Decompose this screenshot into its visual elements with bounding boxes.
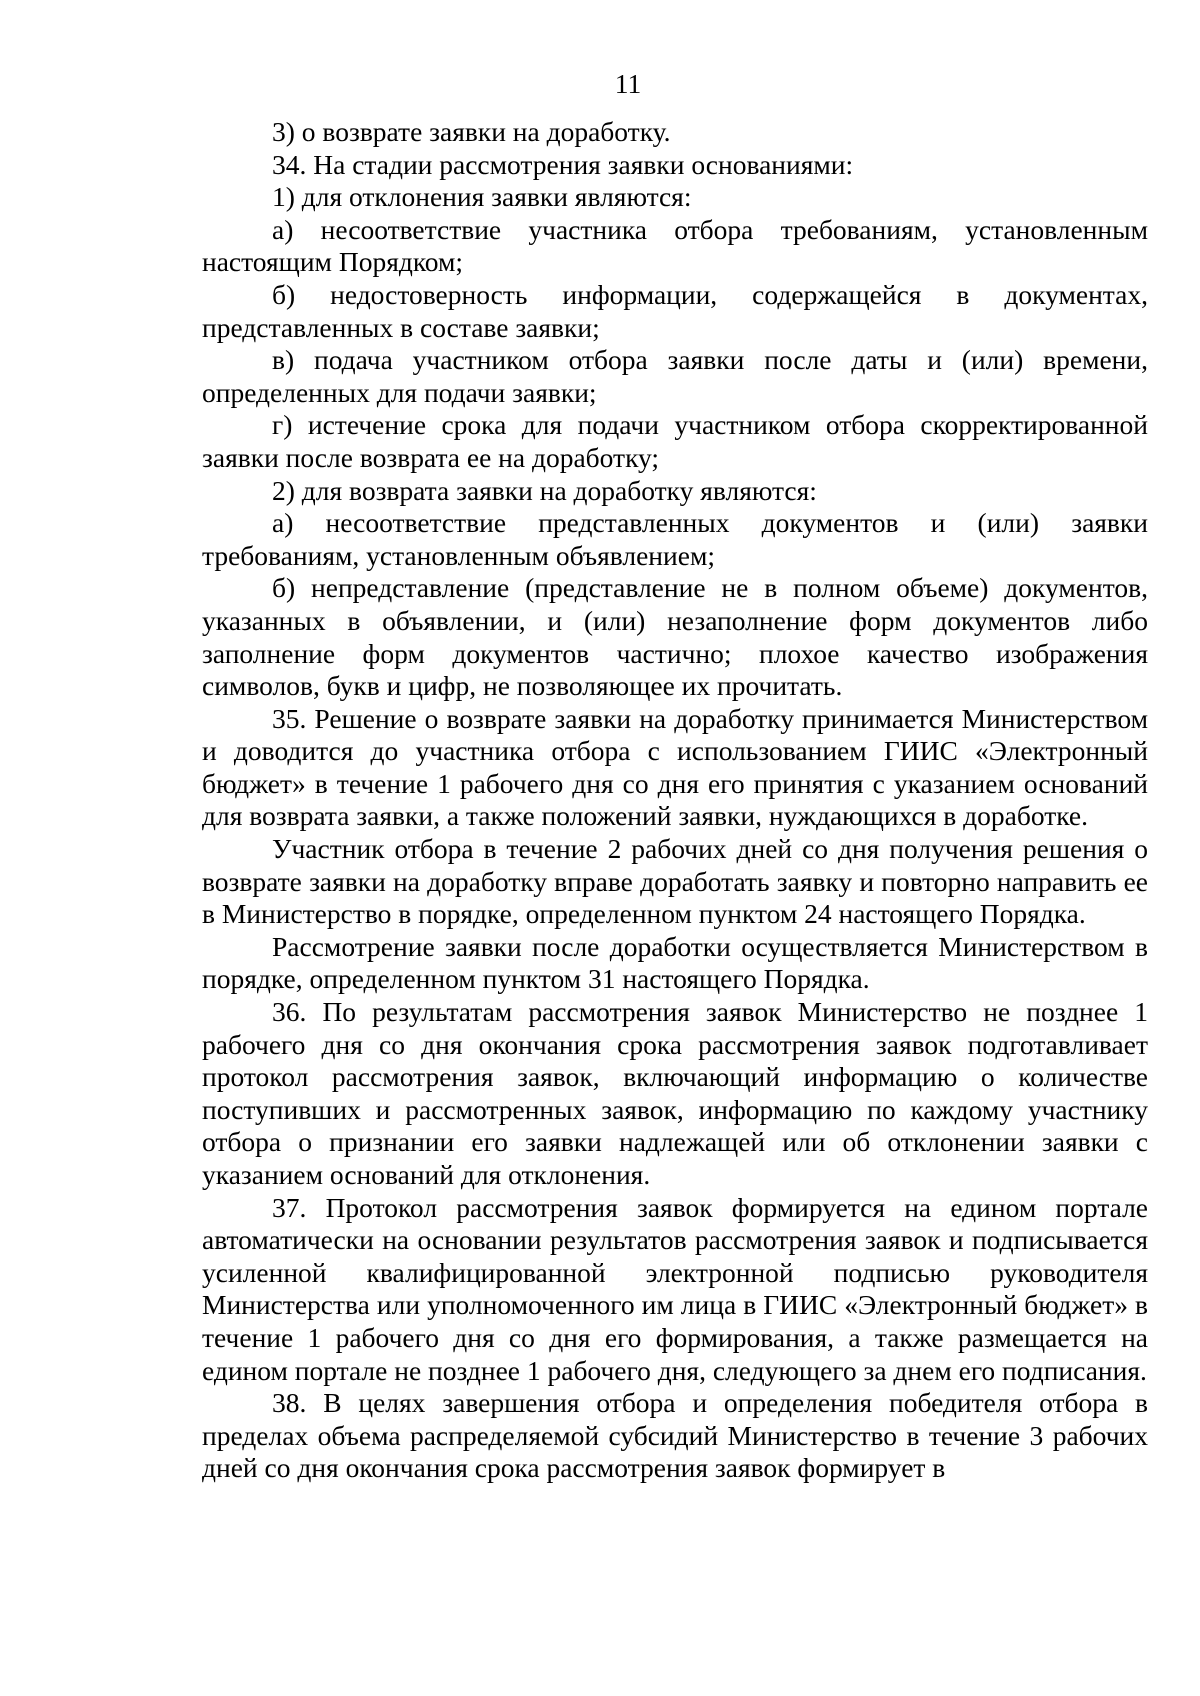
paragraph-38: 38. В целях завершения отбора и определения победителя отбора в пределах объема распределяемой субсидий Министерство в течение 3 рабочих дней со дня окончания срока рассмотрения заявок формирует в [202, 1387, 1148, 1484]
paragraph-34-1-a: а) несоответствие участника отбора требованиям, установленным настоящим Порядком; [202, 213, 1148, 278]
paragraph-35-participant: Участник отбора в течение 2 рабочих дней со дня получения решения о возврате заявки на доработку вправе доработать заявку и повторно направить ее в Министерство в порядке, определенном пунктом 24 настоящего Порядка. [202, 833, 1148, 930]
document-body [202, 116, 1148, 1485]
paragraph-34-2-b: б) непредставление (представление не в полном объеме) документов, указанных в объявлении, и (или) незаполнение форм документов либо заполнение форм документов частично; плохое качество изображения символов, букв и цифр, не позволяющее их прочитать. [202, 572, 1148, 702]
page-number: 11 [614, 68, 642, 99]
paragraph-34-1-b: б) недостоверность информации, содержащейся в документах, представленных в составе заявки; [202, 278, 1148, 343]
paragraph-35: 35. Решение о возврате заявки на доработку принимается Министерством и доводится до участника отбора с использованием ГИИС «Электронный бюджет» в течение 1 рабочего дня со дня его принятия с указанием оснований для возврата заявки, а также положений заявки, нуждающихся в доработке. [202, 702, 1148, 832]
paragraph-34-1-g: г) истечение срока для подачи участником отбора скорректированной заявки после возврата ее на доработку; [202, 409, 1148, 473]
paragraph-item-3-return: 3) о возврате заявки на доработку. [272, 116, 671, 147]
paragraph-37: 37. Протокол рассмотрения заявок формируется на едином портале автоматически на основании результатов рассмотрения заявок и подписывается усиленной квалифицированной электронной подписью руководителя Министерства или уполномоченного им лица в ГИИС «Электронный бюджет» в течение 1 рабочего дня со дня его формирования, а также размещается на едином портале не позднее 1 рабочего дня, следующего за днем его подписания. [202, 1191, 1148, 1386]
paragraph-34-1: 1) для отклонения заявки являются: [272, 181, 692, 213]
paragraph-36: 36. По результатам рассмотрения заявок Министерство не позднее 1 рабочего дня со дня окончания срока рассмотрения заявок подготавливает протокол рассмотрения заявок, включающий информацию о количестве поступивших и рассмотренных заявок, информацию по каждому участнику отбора о признании его заявки надлежащей или об отклонении заявки с указанием оснований для отклонения. [202, 996, 1148, 1190]
paragraph-34-2: 2) для возврата заявки на доработку являются: [272, 474, 817, 506]
paragraph-34: 34. На стадии рассмотрения заявки основаниями: [272, 148, 854, 180]
paragraph-35-review: Рассмотрение заявки после доработки осуществляется Министерством в порядке, определенном пунктом 31 настоящего Порядка. [202, 930, 1148, 995]
paragraph-34-2-a: а) несоответствие представленных документов и (или) заявки требованиям, установленным объявлением; [202, 507, 1148, 571]
paragraph-34-1-v: в) подача участником отбора заявки после даты и (или) времени, определенных для подачи заявки; [202, 344, 1148, 408]
